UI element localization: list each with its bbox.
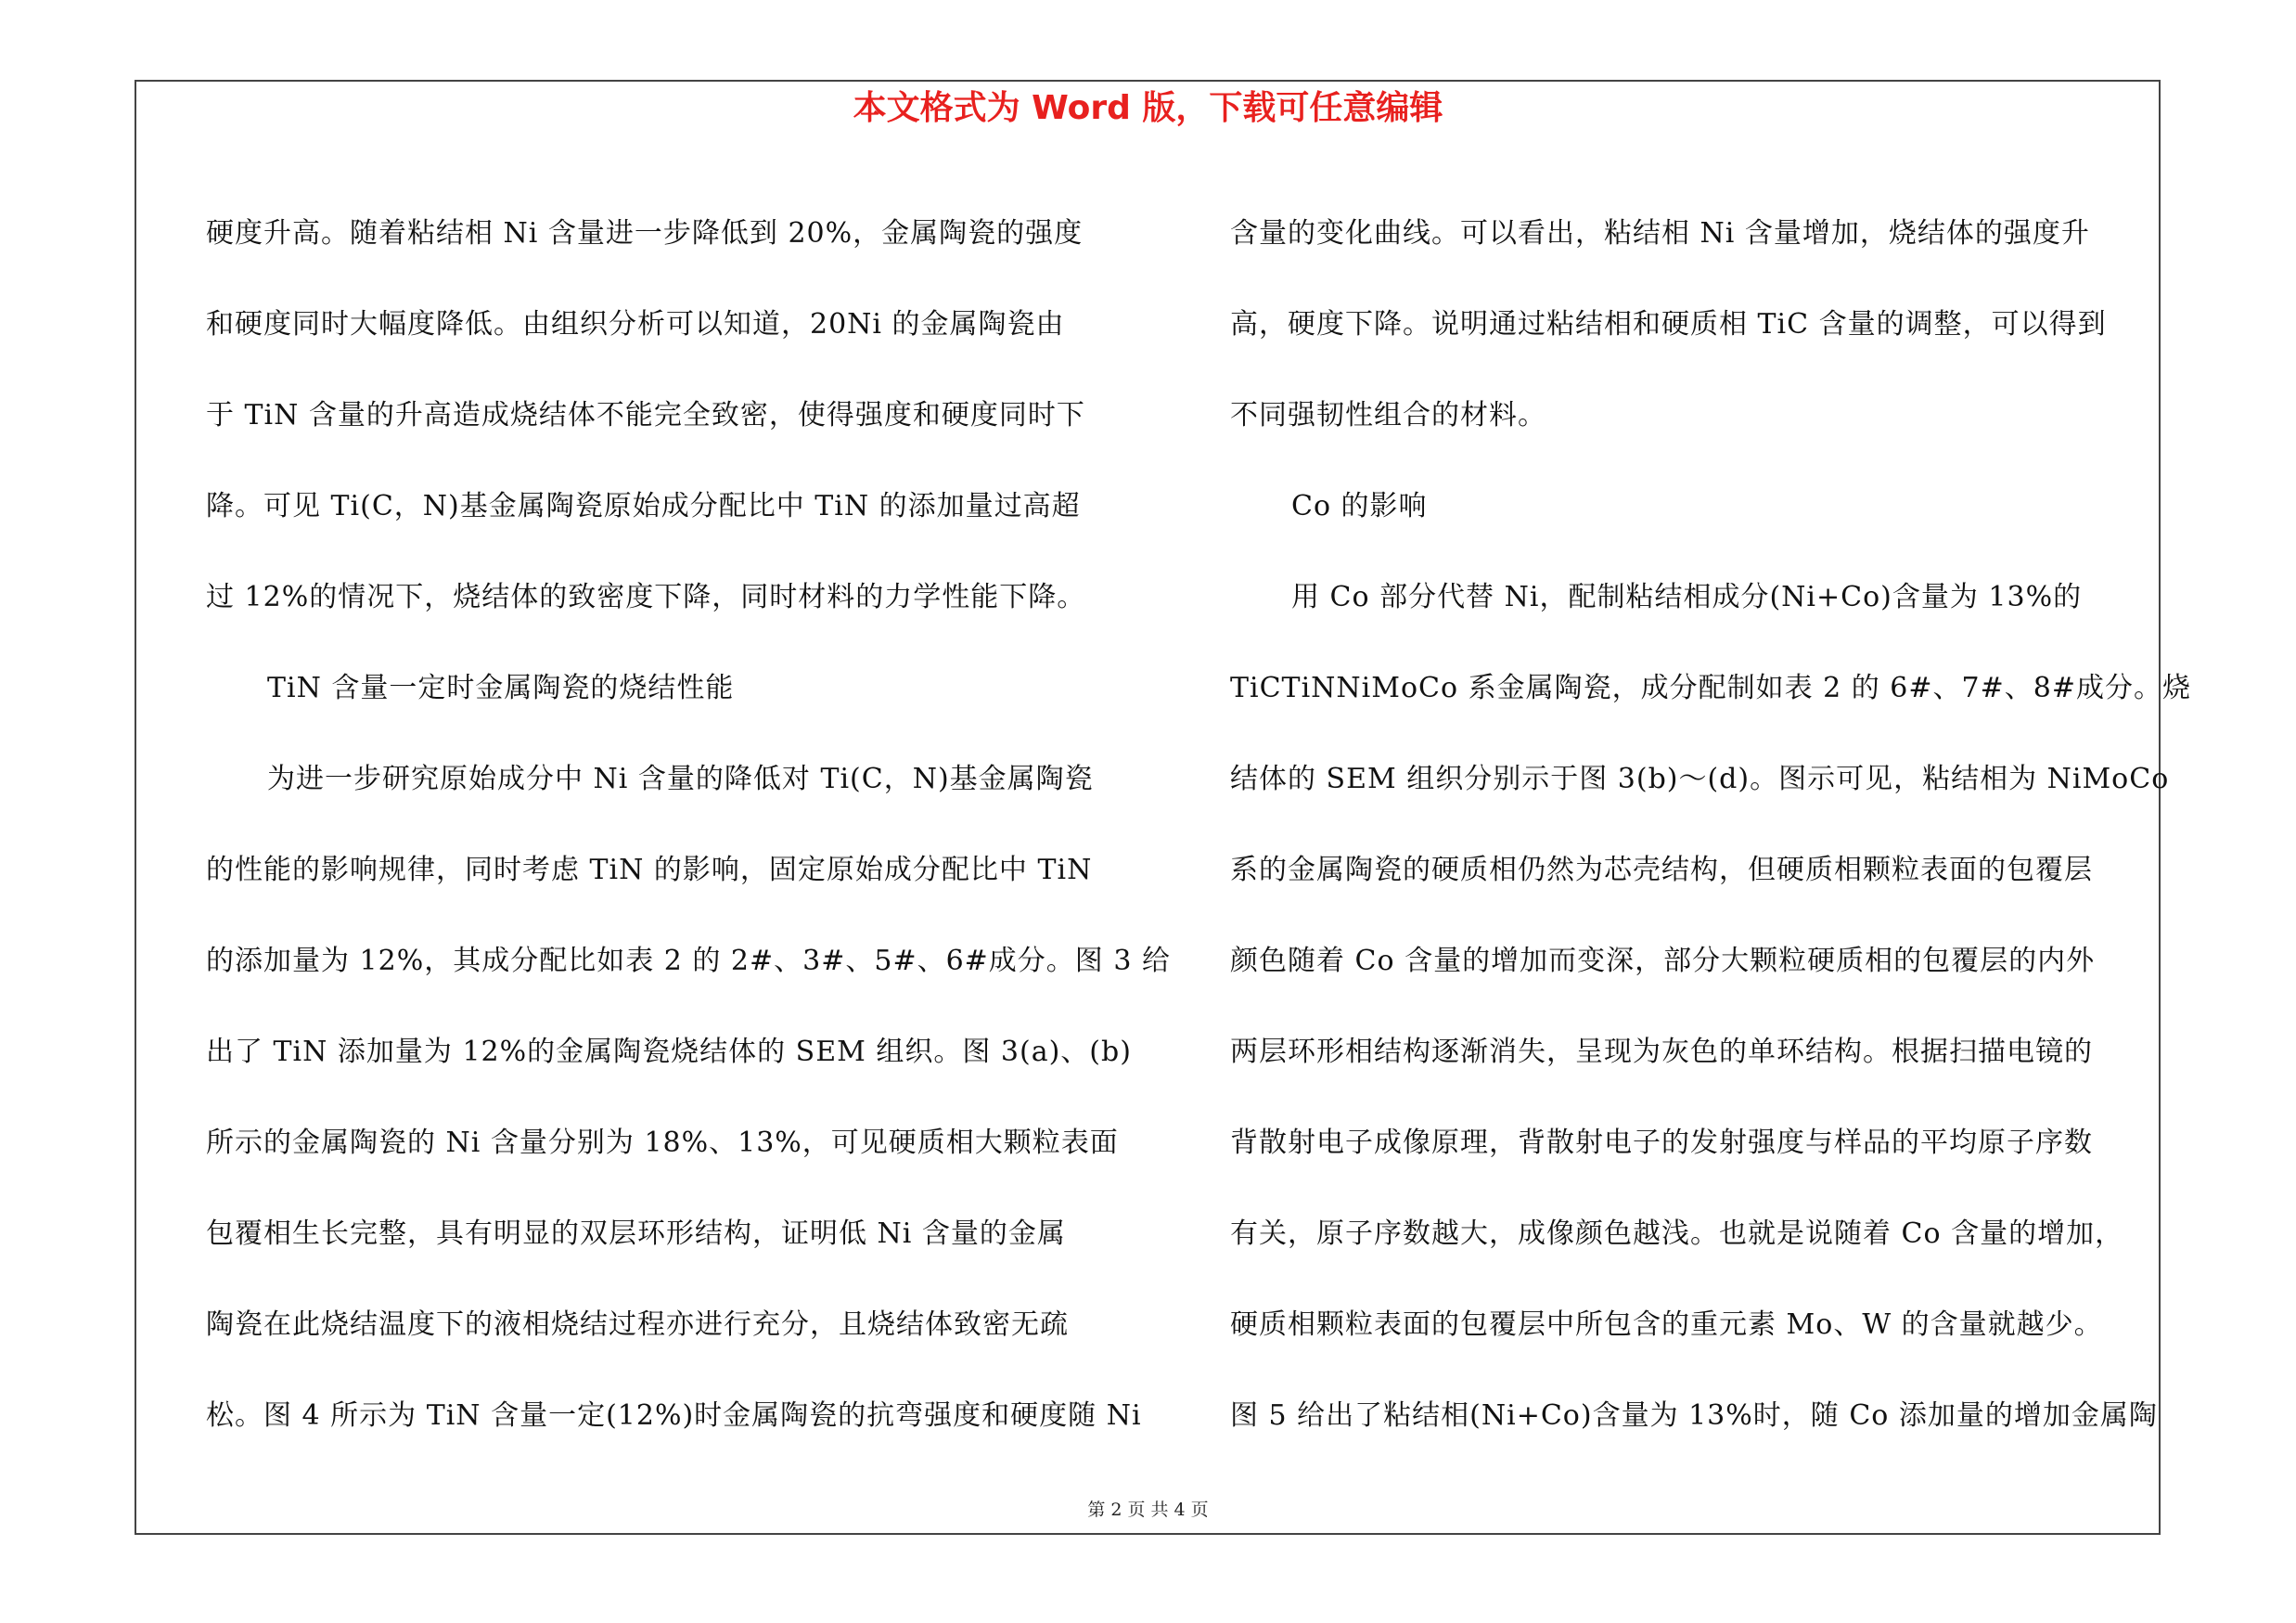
- text-line: 颜色随着 Co 含量的增加而变深，部分大颗粒硬质相的包覆层的内外: [1230, 945, 2096, 977]
- section-heading-tin-content: TiN 含量一定时金属陶瓷的烧结性能: [267, 672, 735, 704]
- text-line: 图 5 给出了粘结相(Ni+Co)含量为 13%时，随 Co 添加量的增加金属陶: [1230, 1399, 2158, 1432]
- text-line: 不同强韧性组合的材料。: [1230, 399, 1546, 432]
- text-line: 和硬度同时大幅度降低。由组织分析可以知道，20Ni 的金属陶瓷由: [206, 308, 1065, 341]
- text-line: 两层环形相结构逐渐消失，呈现为灰色的单环结构。根据扫描电镜的: [1230, 1036, 2093, 1068]
- text-line: 硬质相颗粒表面的包覆层中所包含的重元素 Mo、W 的含量就越少。: [1230, 1308, 2103, 1341]
- text-line: 系的金属陶瓷的硬质相仍然为芯壳结构，但硬质相颗粒表面的包覆层: [1230, 854, 2093, 886]
- text-line: 过 12%的情况下，烧结体的致密度下降，同时材料的力学性能下降。: [206, 581, 1086, 613]
- paragraph-start: 用 Co 部分代替 Ni，配制粘结相成分(Ni+Co)含量为 13%的: [1291, 581, 2083, 613]
- text-line: 的性能的影响规律，同时考虑 TiN 的影响，固定原始成分配比中 TiN: [206, 854, 1093, 886]
- text-line: 的添加量为 12%，其成分配比如表 2 的 2#、3#、5#、6#成分。图 3 给: [206, 945, 1171, 977]
- page-number: 第 2 页 共 4 页: [1087, 1500, 1209, 1520]
- text-line: 结体的 SEM 组织分别示于图 3(b)～(d)。图示可见，粘结相为 NiMoCo: [1230, 763, 2170, 795]
- text-line: 硬度升高。随着粘结相 Ni 含量进一步降低到 20%，金属陶瓷的强度: [206, 217, 1084, 250]
- left-column: [206, 188, 1171, 1462]
- text-line: 含量的变化曲线。可以看出，粘结相 Ni 含量增加，烧结体的强度升: [1230, 217, 2090, 250]
- format-banner: 本文格式为 Word 版，下载可任意编辑: [853, 89, 1443, 127]
- paragraph-start: 为进一步研究原始成分中 Ni 含量的降低对 Ti(C，N)基金属陶瓷: [267, 763, 1094, 795]
- text-line: 降。可见 Ti(C，N)基金属陶瓷原始成分配比中 TiN 的添加量过高超: [206, 490, 1081, 522]
- text-line: 高，硬度下降。说明通过粘结相和硬质相 TiC 含量的调整，可以得到: [1230, 308, 2107, 341]
- text-line: 背散射电子成像原理，背散射电子的发射强度与样品的平均原子序数: [1230, 1127, 2093, 1159]
- text-line: 松。图 4 所示为 TiN 含量一定(12%)时金属陶瓷的抗弯强度和硬度随 Ni: [206, 1399, 1142, 1432]
- text-line: TiCTiNNiMoCo 系金属陶瓷，成分配制如表 2 的 6#、7#、8#成分。烧: [1230, 672, 2191, 704]
- text-line: 于 TiN 含量的升高造成烧结体不能完全致密，使得强度和硬度同时下: [206, 399, 1085, 432]
- text-line: 出了 TiN 添加量为 12%的金属陶瓷烧结体的 SEM 组织。图 3(a)、(b): [206, 1036, 1132, 1068]
- right-column: [1230, 188, 2191, 1462]
- section-heading-co-effect: Co 的影响: [1291, 490, 1428, 522]
- text-line: 包覆相生长完整，具有明显的双层环形结构，证明低 Ni 含量的金属: [206, 1217, 1066, 1250]
- text-line: 所示的金属陶瓷的 Ni 含量分别为 18%、13%，可见硬质相大颗粒表面: [206, 1127, 1119, 1159]
- text-line: 有关，原子序数越大，成像颜色越浅。也就是说随着 Co 含量的增加，: [1230, 1217, 2124, 1250]
- text-line: 陶瓷在此烧结温度下的液相烧结过程亦进行充分，且烧结体致密无疏: [206, 1308, 1069, 1341]
